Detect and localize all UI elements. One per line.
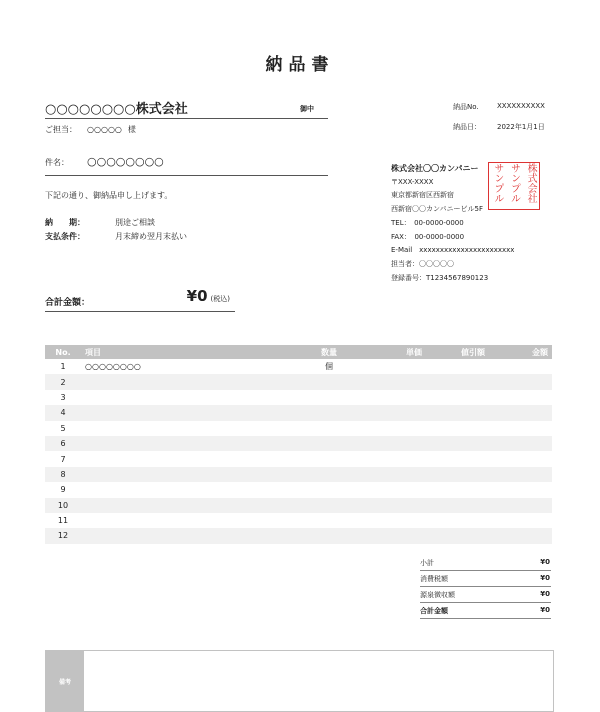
header-no: No. (45, 345, 81, 359)
row-qty (295, 374, 363, 389)
row-item (81, 421, 295, 436)
delivery-number-value: XXXXXXXXXX (497, 102, 545, 110)
company-seal-stamp (488, 162, 540, 210)
row-item: ○○○○○○○○ (81, 359, 295, 374)
row-item (81, 374, 295, 389)
row-unit-price (363, 451, 426, 466)
row-unit-price (363, 405, 426, 420)
row-qty (295, 482, 363, 497)
client-contact-suffix: 様 (127, 125, 136, 134)
row-unit-price (363, 513, 426, 528)
total-amount-label: 合計金額： (45, 298, 91, 308)
issuer-tel: TEL： 00-0000-0000 (391, 218, 464, 227)
subtotal-label: 小計 (420, 559, 434, 567)
issuer-postal: 〒XXX-XXXX (391, 177, 434, 186)
row-discount (426, 528, 489, 543)
row-qty: 個 (295, 359, 363, 374)
client-block (45, 98, 328, 119)
row-no: 10 (45, 498, 81, 513)
row-qty (295, 421, 363, 436)
table-row (45, 374, 552, 389)
row-amount (489, 528, 552, 543)
summary-block (420, 555, 551, 619)
row-no: 8 (45, 467, 81, 482)
withholding-label: 源泉徴収額 (420, 591, 455, 599)
row-qty (295, 467, 363, 482)
row-no: 6 (45, 436, 81, 451)
row-amount (489, 451, 552, 466)
subtotal-value: ¥0 (540, 558, 550, 566)
header-amount: 金額 (489, 345, 552, 359)
row-amount (489, 374, 552, 389)
row-no: 7 (45, 451, 81, 466)
issuer-registration: 登録番号：T1234567890123 (391, 273, 489, 282)
row-item (81, 390, 295, 405)
row-qty (295, 513, 363, 528)
total-amount (187, 287, 230, 305)
subject-value: ○○○○○○○○ (87, 155, 164, 168)
table-row (45, 528, 552, 543)
seal-line: 株式会社 (525, 163, 537, 203)
row-amount (489, 482, 552, 497)
delivery-term (45, 217, 155, 228)
tax-value: ¥0 (540, 574, 550, 582)
row-discount (426, 421, 489, 436)
seal-line: サンプル (508, 163, 520, 203)
row-amount (489, 390, 552, 405)
table-row (45, 467, 552, 482)
row-discount (426, 451, 489, 466)
row-discount (426, 359, 489, 374)
issuer-contact: 担当者：〇〇〇〇〇 (391, 259, 454, 268)
client-contact-value: ○○○○○ (87, 125, 122, 134)
payment-term-label: 支払条件： (45, 232, 85, 241)
row-discount (426, 498, 489, 513)
row-discount (426, 513, 489, 528)
subject-label: 件名： (45, 158, 69, 167)
tax-row (420, 571, 551, 587)
payment-term (45, 231, 187, 242)
row-no: 3 (45, 390, 81, 405)
payment-term-value: 月末締め翌月末払い (115, 232, 187, 241)
row-unit-price (363, 482, 426, 497)
table-row (45, 513, 552, 528)
items-table (45, 345, 552, 544)
row-unit-price (363, 436, 426, 451)
table-row (45, 421, 552, 436)
issuer-fax: FAX： 00-0000-0000 (391, 232, 465, 241)
delivery-date-label: 納品日： (453, 123, 481, 131)
seal-line: サンプル (491, 163, 503, 203)
row-unit-price (363, 467, 426, 482)
grand-total-value: ¥0 (540, 606, 550, 614)
row-discount (426, 467, 489, 482)
table-row (45, 359, 552, 374)
row-amount (489, 467, 552, 482)
row-item (81, 405, 295, 420)
row-qty (295, 498, 363, 513)
client-contact-label: ご担当： (45, 125, 77, 134)
subject-block (45, 157, 328, 176)
withholding-row (420, 587, 551, 603)
remarks-label: 備考 (46, 651, 84, 711)
row-unit-price (363, 390, 426, 405)
table-row (45, 436, 552, 451)
items-table-header (45, 345, 552, 359)
withholding-value: ¥0 (540, 590, 550, 598)
row-qty (295, 528, 363, 543)
client-name: ○○○○○○○○株式会社 (45, 102, 188, 117)
client-honorific: 御中 (300, 105, 314, 113)
row-no: 2 (45, 374, 81, 389)
issuer-address1: 東京都新宿区西新宿 (391, 191, 454, 200)
row-discount (426, 436, 489, 451)
row-amount (489, 405, 552, 420)
row-amount (489, 498, 552, 513)
row-amount (489, 359, 552, 374)
client-contact (45, 124, 136, 135)
delivery-term-value: 別途ご相談 (115, 218, 155, 227)
table-row (45, 390, 552, 405)
row-no: 4 (45, 405, 81, 420)
row-item (81, 498, 295, 513)
row-item (81, 513, 295, 528)
row-discount (426, 390, 489, 405)
row-item (81, 482, 295, 497)
row-unit-price (363, 498, 426, 513)
row-discount (426, 405, 489, 420)
row-item (81, 528, 295, 543)
row-unit-price (363, 421, 426, 436)
row-discount (426, 374, 489, 389)
table-row (45, 498, 552, 513)
tax-label: 消費税額 (420, 575, 448, 583)
row-item (81, 451, 295, 466)
intro-text: 下記の通り、御納品申し上げます。 (45, 191, 173, 200)
delivery-number-label: 納品No. (453, 103, 479, 111)
row-amount (489, 436, 552, 451)
header-discount: 値引額 (426, 345, 489, 359)
row-no: 11 (45, 513, 81, 528)
grand-total-row (420, 603, 551, 619)
row-no: 5 (45, 421, 81, 436)
row-qty (295, 405, 363, 420)
remarks-box (45, 650, 554, 712)
issuer-email: E-Mail xxxxxxxxxxxxxxxxxxxxxxx (391, 246, 515, 255)
table-row (45, 405, 552, 420)
delivery-date-value: 2022年1月1日 (497, 123, 545, 131)
header-unit-price: 単価 (363, 345, 426, 359)
row-item (81, 436, 295, 451)
total-amount-value: ¥0 (186, 287, 208, 305)
row-unit-price (363, 528, 426, 543)
row-item (81, 467, 295, 482)
header-item: 項目 (81, 345, 295, 359)
delivery-date (453, 122, 545, 132)
issuer-name: 株式会社〇〇カンパニー (391, 164, 479, 173)
row-no: 9 (45, 482, 81, 497)
delivery-number (453, 102, 545, 112)
row-amount (489, 421, 552, 436)
row-no: 12 (45, 528, 81, 543)
delivery-term-label: 納 期： (45, 218, 85, 227)
row-discount (426, 482, 489, 497)
header-qty: 数量 (295, 345, 363, 359)
row-unit-price (363, 374, 426, 389)
row-qty (295, 436, 363, 451)
row-qty (295, 451, 363, 466)
row-amount (489, 513, 552, 528)
row-no: 1 (45, 359, 81, 374)
row-unit-price (363, 359, 426, 374)
issuer-address2: 西新宿〇〇カンパニービル5F (391, 205, 483, 214)
table-row (45, 451, 552, 466)
document-title: 納品書 (265, 55, 335, 75)
subtotal-row (420, 555, 551, 571)
row-qty (295, 390, 363, 405)
total-tax-note: (税込) (210, 295, 230, 303)
grand-total-label: 合計金額 (420, 607, 448, 615)
table-row (45, 482, 552, 497)
